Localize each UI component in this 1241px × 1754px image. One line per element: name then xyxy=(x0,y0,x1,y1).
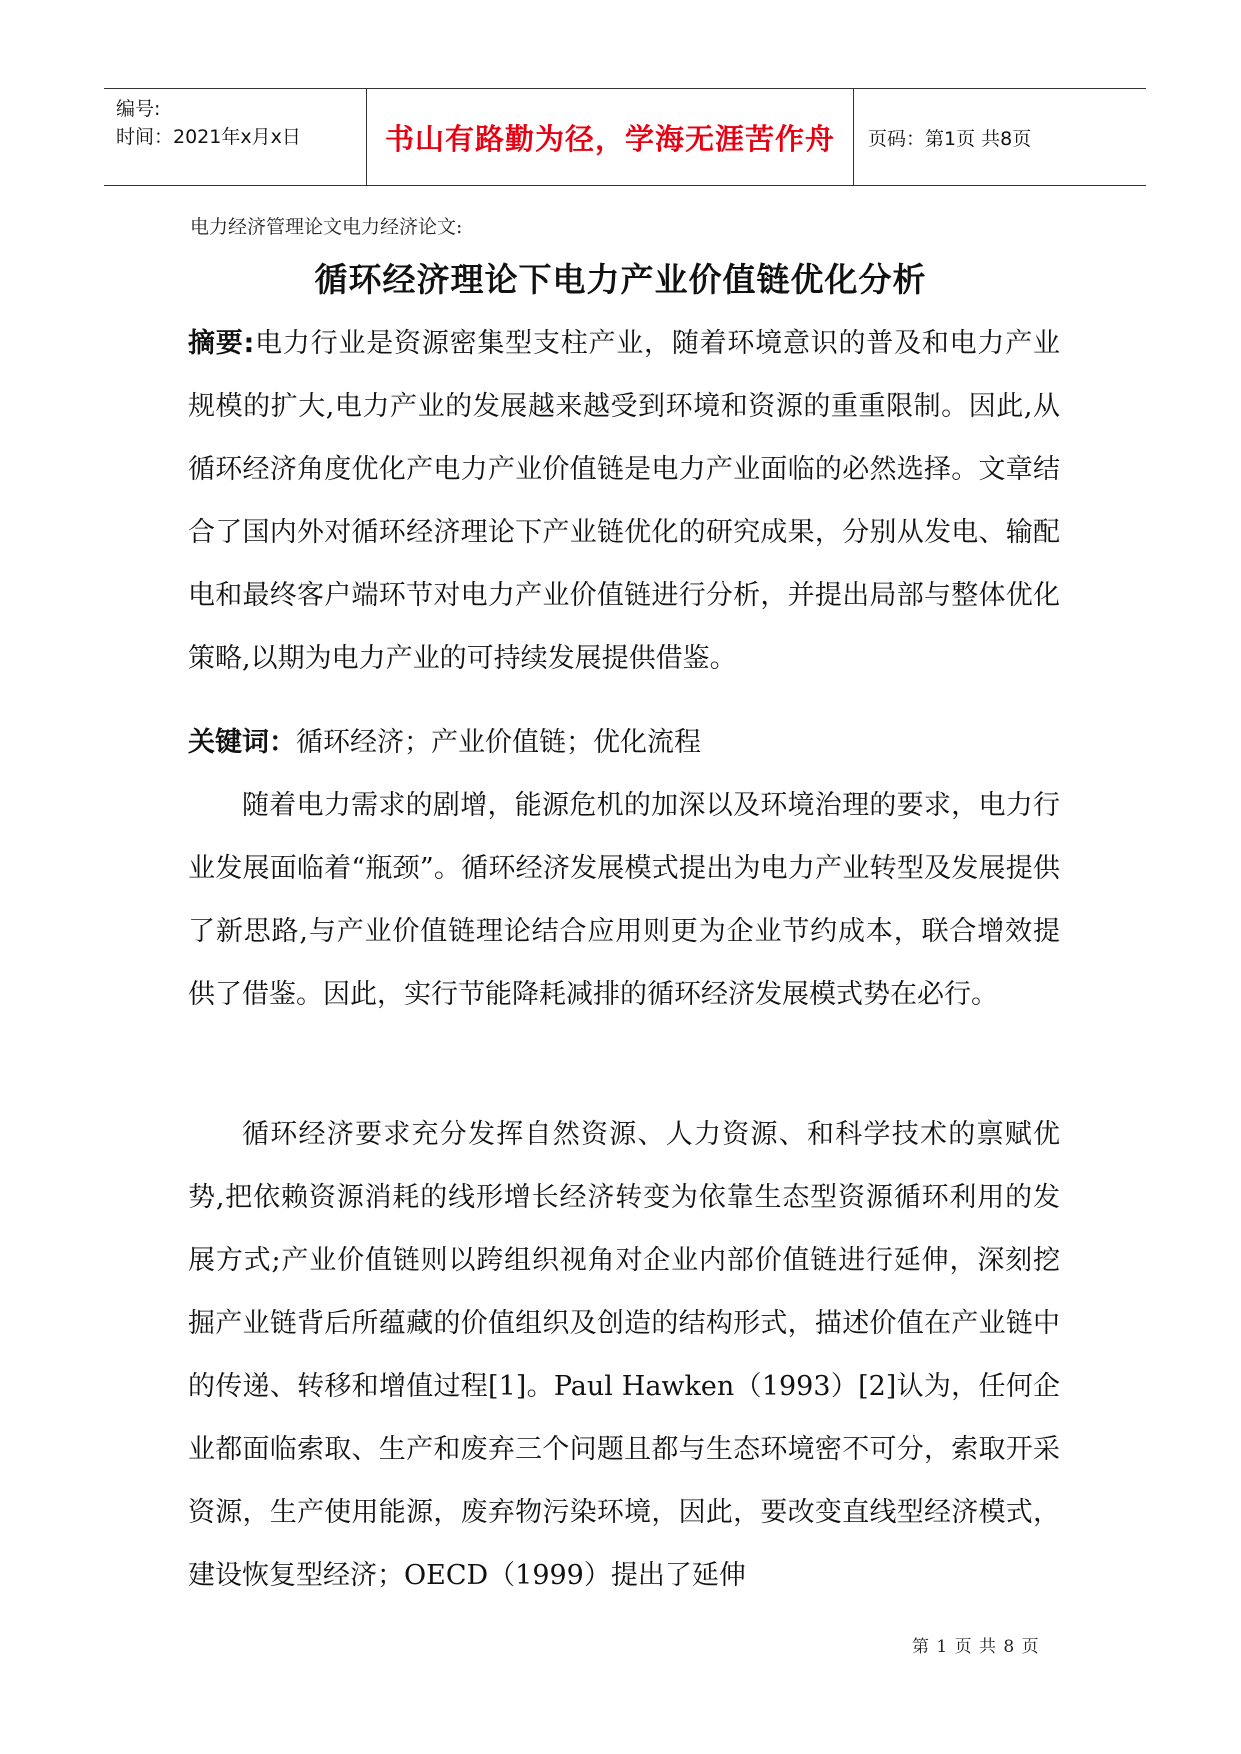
keywords-label: 关键词： xyxy=(188,727,296,758)
keywords-section xyxy=(188,711,1060,774)
header-meta xyxy=(104,89,367,185)
page-header xyxy=(104,88,1146,186)
page-footer: 第 1 页 共 8 页 xyxy=(912,1637,1040,1657)
abstract-text: 电力行业是资源密集型支柱产业，随着环境意识的普及和电力产业规模的扩大,电力产业的发展越来越受到环境和资源的重重限制。因此,从循环经济角度优化产电力产业价值链是电力产业面临的必然选择。文章结合了国内外对循环经济理论下产业链优化的研究成果，分别从发电、输配电和最终客户端环节对电力产业价值链进行分析，并提出局部与整体优化策略,以期为电力产业的可持续发展提供借鉴。 xyxy=(188,328,1060,674)
abstract-label: 摘要: xyxy=(188,328,255,359)
doc-subtitle: 电力经济管理论文电力经济论文: xyxy=(190,216,463,238)
serial-label: 编号: xyxy=(116,98,161,120)
motto-text: 书山有路勤为径，学海无涯苦作舟 xyxy=(384,121,835,156)
header-page-info: 页码：第1页 共8页 xyxy=(868,127,1032,150)
abstract-section xyxy=(188,312,1060,690)
keywords-text: 循环经济；产业价值链；优化流程 xyxy=(296,727,701,758)
header-motto-cell xyxy=(367,89,854,185)
doc-title: 循环经济理论下电力产业价值链优化分析 xyxy=(314,260,927,299)
time-label: 时间：2021年x月x日 xyxy=(116,126,301,148)
paragraph-1: 随着电力需求的剧增，能源危机的加深以及环境治理的要求，电力行业发展面临着“瓶颈”。循环经济发展模式提出为电力产业转型及发展提供了新思路,与产业价值链理论结合应用则更为企业节约成本，联合增效提供了借鉴。因此，实行节能降耗减排的循环经济发展模式势在必行。 xyxy=(188,790,1060,1010)
paragraph-2: 循环经济要求充分发挥自然资源、人力资源、和科学技术的禀赋优势,把依赖资源消耗的线形增长经济转变为依靠生态型资源循环利用的发展方式;产业价值链则以跨组织视角对企业内部价值链进行延伸，深刻挖掘产业链背后所蕴藏的价值组织及创造的结构形式，描述价值在产业链中的传递、转移和增值过程[1]。Paul Hawken（1993）[2]认为，任何企业都面临索取、生产和废弃三个问题且都与生态环境密不可分，索取开采资源，生产使用能源，废弃物污染环境，因此，要改变直线型经济模式，建设恢复型经济；OECD（1999）提出了延伸 xyxy=(188,1119,1060,1591)
